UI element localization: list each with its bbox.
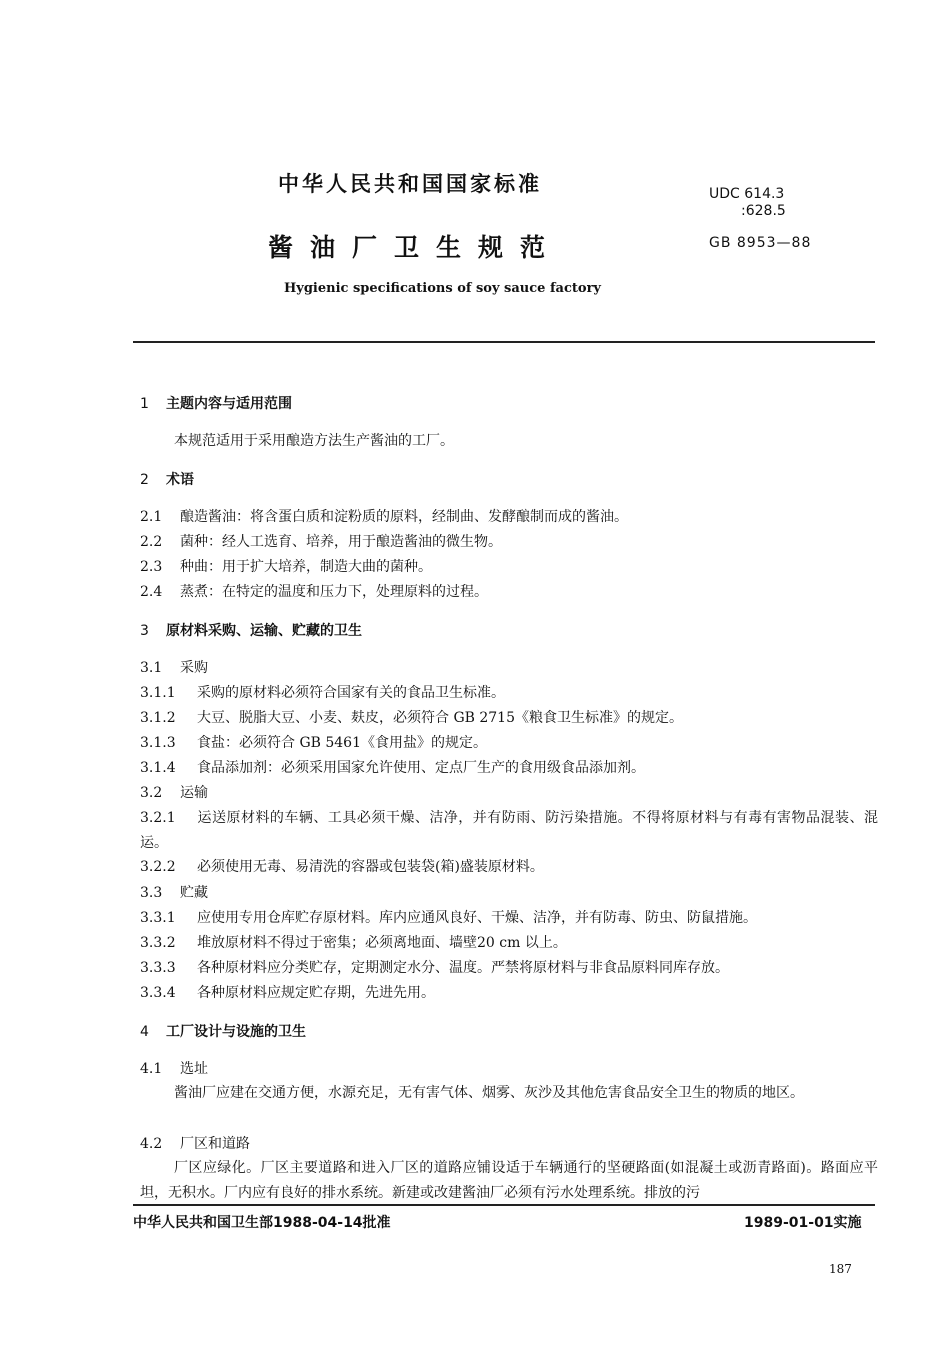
paragraph-factory-roads: 厂区应绿化。厂区主要道路和进入厂区的道路应铺设适于车辆通行的坚硬路面(如混凝土或沥青路面)。路面应平坦，无积水。厂内应有良好的排水系统。新建或改建酱油厂必须有污水处理系统。排放的污 bbox=[140, 1160, 878, 1201]
clause-2-3 bbox=[140, 556, 432, 576]
clause-4-1 bbox=[140, 1058, 208, 1078]
clause-4-2 bbox=[140, 1133, 250, 1153]
clause-number: 3.2 bbox=[140, 785, 163, 801]
section-number: 1 bbox=[140, 396, 149, 412]
clause-number: 3.3.4 bbox=[140, 985, 176, 1001]
clause-number: 2.3 bbox=[140, 559, 163, 575]
clause-number: 3.2.2 bbox=[140, 859, 176, 875]
clause-number: 2.4 bbox=[140, 584, 163, 600]
clause-3-3-1 bbox=[140, 907, 757, 927]
clause-text: 应使用专用仓库贮存原材料。库内应通风良好、干燥、洁净，并有防毒、防虫、防鼠措施。 bbox=[197, 910, 757, 926]
clause-number: 3.1.2 bbox=[140, 710, 176, 726]
clause-3-3-2 bbox=[140, 932, 567, 952]
clause-number: 3.1.3 bbox=[140, 735, 176, 751]
clause-text: 大豆、脱脂大豆、小麦、麸皮，必须符合 GB 2715《粮食卫生标准》的规定。 bbox=[197, 710, 683, 726]
clause-number: 2.1 bbox=[140, 509, 163, 525]
section-number: 3 bbox=[140, 623, 149, 639]
page-number: 187 bbox=[829, 1262, 852, 1276]
clause-text: 选址 bbox=[180, 1061, 208, 1077]
clause-text: 厂区和道路 bbox=[180, 1136, 250, 1152]
section-2-heading bbox=[140, 469, 194, 489]
clause-number: 2.2 bbox=[140, 534, 163, 550]
clause-number: 3.1 bbox=[140, 660, 163, 676]
clause-3-2-2 bbox=[140, 856, 544, 876]
header-divider bbox=[133, 341, 875, 343]
clause-number: 3.3 bbox=[140, 885, 163, 901]
clause-number: 3.3.3 bbox=[140, 960, 176, 976]
clause-number: 3.3.2 bbox=[140, 935, 176, 951]
clause-text: 各种原材料应分类贮存，定期测定水分、温度。严禁将原材料与非食品原料同库存放。 bbox=[197, 960, 729, 976]
section-title: 主题内容与适用范围 bbox=[166, 396, 292, 412]
clause-text: 运送原材料的车辆、工具必须干燥、洁净，并有防雨、防污染措施。不得将原材料与有毒有害物品混装、混运。 bbox=[140, 810, 878, 851]
gb-code: GB 8953—88 bbox=[709, 235, 812, 251]
paragraph-site-selection: 酱油厂应建在交通方便，水源充足，无有害气体、烟雾、灰沙及其他危害食品安全卫生的物质的地区。 bbox=[174, 1085, 804, 1101]
clause-3-1-2 bbox=[140, 707, 683, 727]
clause-3-3-3 bbox=[140, 957, 729, 977]
clause-3-2-1 bbox=[140, 806, 878, 856]
section-title: 术语 bbox=[166, 472, 194, 488]
effective-date: 1989-01-01实施 bbox=[744, 1215, 862, 1231]
section-1-heading bbox=[140, 393, 292, 413]
clause-text: 各种原材料应规定贮存期，先进先用。 bbox=[197, 985, 435, 1001]
section-title: 原材料采购、运输、贮藏的卫生 bbox=[166, 623, 362, 639]
clause-number: 4.1 bbox=[140, 1061, 163, 1077]
clause-3-3-4 bbox=[140, 982, 435, 1002]
clause-text: 运输 bbox=[180, 785, 208, 801]
clause-number: 3.3.1 bbox=[140, 910, 176, 926]
section-3-heading bbox=[140, 620, 362, 640]
clause-text: 必须使用无毒、易清洗的容器或包装袋(箱)盛装原材料。 bbox=[197, 859, 544, 875]
clause-2-1 bbox=[140, 506, 628, 526]
clause-2-4 bbox=[140, 581, 488, 601]
clause-text: 蒸煮：在特定的温度和压力下，处理原料的过程。 bbox=[180, 584, 488, 600]
udc-code-line2: :628.5 bbox=[741, 203, 786, 219]
clause-number: 4.2 bbox=[140, 1136, 163, 1152]
clause-number: 3.2.1 bbox=[140, 810, 176, 826]
clause-number: 3.1.1 bbox=[140, 685, 176, 701]
section-title: 工厂设计与设施的卫生 bbox=[166, 1024, 306, 1040]
clause-text: 菌种：经人工选育、培养，用于酿造酱油的微生物。 bbox=[180, 534, 502, 550]
clause-3-3 bbox=[140, 882, 208, 902]
section-number: 4 bbox=[140, 1024, 149, 1040]
clause-text: 贮藏 bbox=[180, 885, 208, 901]
clause-number: 3.1.4 bbox=[140, 760, 176, 776]
clause-text: 食盐：必须符合 GB 5461《食用盐》的规定。 bbox=[197, 735, 487, 751]
standard-title: 中华人民共和国国家标准 bbox=[278, 172, 542, 196]
clause-text: 采购的原材料必须符合国家有关的食品卫生标准。 bbox=[197, 685, 505, 701]
clause-text: 种曲：用于扩大培养，制造大曲的菌种。 bbox=[180, 559, 432, 575]
clause-text: 酿造酱油：将含蛋白质和淀粉质的原料，经制曲、发酵酿制而成的酱油。 bbox=[180, 509, 628, 525]
clause-2-2 bbox=[140, 531, 502, 551]
section-number: 2 bbox=[140, 472, 149, 488]
footer-divider bbox=[133, 1204, 875, 1206]
english-title: Hygienic specifications of soy sauce factory bbox=[284, 281, 601, 296]
clause-text: 采购 bbox=[180, 660, 208, 676]
clause-3-1-3 bbox=[140, 732, 487, 752]
clause-3-2 bbox=[140, 782, 208, 802]
section-4-heading bbox=[140, 1021, 306, 1041]
clause-text: 食品添加剂：必须采用国家允许使用、定点厂生产的食用级食品添加剂。 bbox=[197, 760, 645, 776]
section-1-text: 本规范适用于采用酿造方法生产酱油的工厂。 bbox=[174, 433, 454, 449]
approval-line: 中华人民共和国卫生部1988-04-14批准 bbox=[133, 1215, 391, 1231]
clause-3-1 bbox=[140, 657, 208, 677]
document-title: 酱油厂卫生规范 bbox=[268, 233, 563, 262]
clause-3-1-4 bbox=[140, 757, 645, 777]
udc-code-line1: UDC 614.3 bbox=[709, 186, 785, 202]
clause-text: 堆放原材料不得过于密集；必须离地面、墙壁20 cm 以上。 bbox=[197, 935, 567, 951]
clause-3-1-1 bbox=[140, 682, 505, 702]
